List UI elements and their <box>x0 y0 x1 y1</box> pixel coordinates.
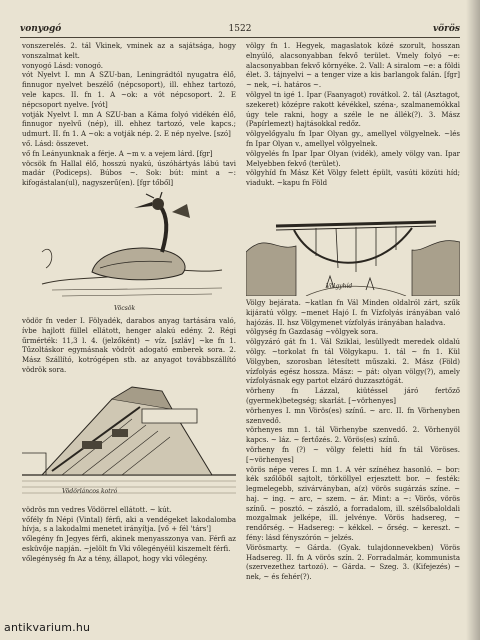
dictionary-entry: vő fn Leányunknak a férje. A ~m v. a vejem lárd. [fgr] <box>22 149 213 158</box>
dictionary-entry: vörhenyes I. mn Vörös(es) színű. ~ arc. II. fn Vörhenyben szenvedő. <box>246 406 460 425</box>
watermark <box>4 621 90 634</box>
dictionary-entry: vörhenyes mn 1. tál Vörhenybe szenvedő. 2. Vörhenyöl kapcs. ~ láz. ~ fertőzés. 2. Vörös(es) színű. <box>246 426 460 445</box>
dictionary-entry: vödör fn veder I. Fölyadék, darabos anyag tartására való, ívbe hajlott füllel ellátott, henger alakú edény. 2. Régi űrmérték: 11,3 l. 4. (jelzőként) ~ víz. [szláv] ~ke fn 1. Tűzoltáskor egymásnak vödröt adogató emberek sora. 2. Mász Szállító, kotrógépen stb. az anyagot továbbszállító vödrök sora. <box>22 316 236 374</box>
dictionary-entry: vöcsök fn Hallal élő, hosszú nyakú, úszóhártyás lábú tavi madár (Podiceps). Búbos ~. Sok: bút: mint a ~: kifogástalan(ul), nagyszerű(en). [fgr tőből] <box>22 159 236 188</box>
dictionary-entry: völgyhíd fn Mász Két Völgy felett épült, vasúti közúti híd; viadukt. ~kapu fn Föld <box>246 169 460 188</box>
left-entries-bottom <box>22 506 236 565</box>
right-entries-top <box>246 42 460 189</box>
right-column <box>246 42 460 620</box>
dictionary-entry: vőfély fn Népi (Vintal) férfi, aki a vendégeket lakodalomba hívja, s a lakodalmi menetet irányítja. [vő + fél 'társ'] <box>22 515 236 534</box>
dictionary-entry: votják Nyelvt I. mn A SZU-ban a Káma folyó vidékén élő, finnugor nyelvű (nép), ill. ehhez tartozó, vele kapcs.; udmurt. II. fn 1. A ~ok: a votják nép. 2. E nép nyelve. [szó] <box>22 110 236 139</box>
dictionary-entry: vörheny fn (?) ~ völgy feletti híd fn tál Vöröses. [~vörhenyes] <box>246 445 460 464</box>
dictionary-entry: völgyzáró gát fn 1. Vál Sziklai, lesüllyedt meredek oldalú völgy. ~torkolat fn tál Völgykapu. 1. tál ~ fn 1. Kül Völgyben, szorosban létesített műszaki. 2. Mász (Föld) vízfolyás egész hossza. Mász: ~ pát: olyan völgy(?), amely vízfolyásnak egy partot elzáró duzzasztógát. <box>246 338 460 386</box>
dictionary-entry: vőlegénység fn Az a tény, állapot, hogy vki vőlegény. <box>22 554 208 563</box>
viaduct-illustration <box>246 192 460 296</box>
grebe-illustration <box>22 192 236 314</box>
header-rule <box>20 37 460 38</box>
dictionary-entry: völgység fn Gazdaság ~völgyek sora. <box>246 328 379 337</box>
dictionary-entry: völgy fn 1. Hegyek, magaslatok közé szorult, hosszan elnyúló, alacsonyabban fekvő terület. Vmely folyó ~e: alacsonyabban fekvő környéke. 2. Vall: A siralom ~e: a földi élet. 3. tájnyelvi ~ a tenger vize a kis barlangok falán. [fgr] ~ nek, ~i. határos ~. <box>246 42 460 90</box>
dictionary-entry: vödrös mn vedres Vödörrel ellátott. ~ kút. <box>22 505 172 514</box>
bucket-dredge-caption: Vödörláncos kotró <box>62 487 118 495</box>
left-entries-middle <box>22 317 236 376</box>
dictionary-entry: vonyogó Lásd: vonogó. <box>22 61 103 70</box>
dictionary-entry: vonszerelés. 2. tál Vkinek, vminek az a sajátsága, hogy vonszalmat kelt. <box>22 42 236 60</box>
dictionary-entry: völgyelés fn Ipar Ipar Olyan (vidék), amely völgy van. Ipar Melyebben fekvő (terület). <box>246 149 460 168</box>
dictionary-entry: vörös népe veres I. mn 1. A vér színéhez hasonló. ~ bor: kék szőlőből sajtolt, törköllyel erjesztett bor. ~ festék: legmelegebb, szivárványban, a(z) vörös sugárzás színe. ~ haj. ~ ing. ~ arc, ~ szem. ~ ár. Mint: a ~: Vörös, vörös színű. ~ posztó. ~ zászló, a forradalom, ill. szélsőbaloldali mozgalmak jelképe, ill. jelvénye. Vörös hadsereg, ~ rendőrség. ~ Hadsereg: ~ kékkel. ~ őrség. ~ kereszt. ~ fény: lásd fényszórón ~ jelzés. <box>246 465 460 543</box>
header-guide-word-left: vonyogó <box>20 24 62 34</box>
header-guide-word-right: vörös <box>432 24 460 34</box>
dictionary-entry: vőlegény fn Jegyes férfi, akinek menyasszonya van. Férfi az esküvője napján. ~jelölt fn Vki vőlegényéül kiszemelt férfi. <box>22 535 236 553</box>
dictionary-entry: Vörösmarty. ~ Gárda. (Gyak. tulajdonnevekben) Vörös Hadsereg. II. fn A vörös szín. 2. Forradalmár, kommunista (szervezethez tartozó). ~ Gárda. ~ Szeg. 3. (Kifejezés) ~ nek, ~ és fehér(?). <box>246 543 460 582</box>
bucket-dredge-drawing <box>22 379 236 503</box>
page-edge-shadow <box>466 0 480 640</box>
bucket-dredge-illustration <box>22 379 236 503</box>
dictionary-entry: vörheny fn Lázzal, kiütéssel járó fertőző (gyermek)betegség; skarlát. [~vörhenyes] <box>246 387 460 405</box>
right-entries-bottom <box>246 299 460 583</box>
viaduct-drawing <box>246 192 460 296</box>
left-entries-top <box>22 42 236 189</box>
grebe-drawing <box>22 192 236 314</box>
header-page-number: 1522 <box>228 24 252 34</box>
grebe-caption: Vöcsök <box>114 304 136 312</box>
watermark-text: antikvarium.hu <box>4 621 91 634</box>
dictionary-entry: vő. Lásd: összevet. <box>22 139 89 148</box>
dictionary-entry: Völgy bejárata. ~katlan fn Vál Minden oldalról zárt, szűk kijáratú völgy. ~menet Hajó I. fn Vízfolyás irányában való hajózás. II. hsz Völgymenet vízfolyás irányában haladva. <box>246 298 460 327</box>
dictionary-entry: völgyelőgyalu fn Ipar Olyan gy., amellyel völgyelnek. ~lés fn Ipar Olyan v., amellyel völgyelnek. <box>246 130 460 148</box>
dictionary-entry: vót Nyelvt I. mn A SZU-ban, Leningrádtól nyugatra élő, finnugor nyelvet beszélő (népcsoport), ill. ehhez tartozó, vele kapcs. II. fn 1. A ~ok: a vót népcsoport. 2. E népcsoport nyelve. [vót] <box>22 71 236 109</box>
viaduct-caption: Völgyhíd <box>326 282 353 290</box>
dictionary-entry: völgyel tn igé 1. Ipar (Faanyagot) rovátkol. 2. tál (Asztagot, szekeret) középre rakott kévékkel, széna-, szalmanemókkal úgy tele rakni, hogy a széle le ne állék(?). 3. Mász (Papírlemezt) hajtásokkal redőz. <box>246 90 460 129</box>
left-column <box>22 42 236 620</box>
